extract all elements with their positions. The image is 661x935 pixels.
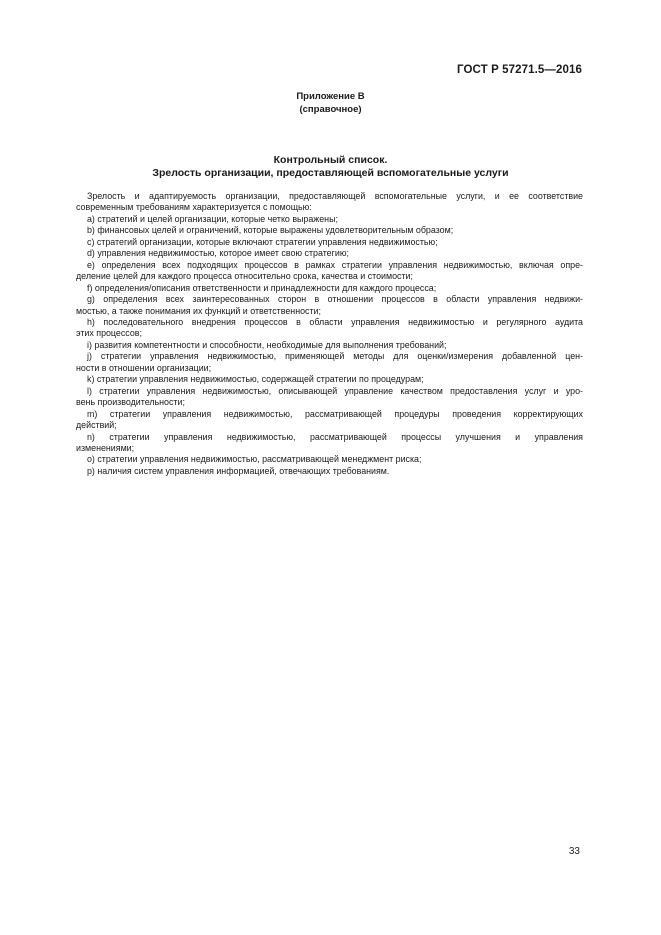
body-line: j) стратегии управления недвижимостью, применяющей методы для оценки/измерения добавленной цен-: [87, 351, 583, 362]
body-line: деление целей для каждого процесса относительно срока, качества и стоимости;: [76, 271, 413, 282]
body-line: f) определения/описания ответственности и принадлежности для каждого процесса;: [87, 282, 437, 293]
body-line: Зрелость и адаптируемость организации, предоставляющей вспомогательные услуги, и ее соответствие: [87, 191, 583, 201]
section-title-line-1: Контрольный список.: [273, 154, 388, 166]
page-number: 33: [568, 846, 580, 857]
body-line: вень производительности;: [76, 397, 185, 408]
body-line: o) стратегии управления недвижимостью, рассматривающей менеджмент риска;: [87, 454, 422, 465]
standard-code: ГОСТ Р 57271.5—2016: [457, 64, 582, 76]
body-text: [76, 191, 583, 477]
body-line: l) стратегии управления недвижимостью, описывающей управление качеством предоставления услуг и уро-: [87, 385, 583, 396]
body-line: g) определения всех заинтересованных сторон в отношении процессов в области управления недвижи-: [87, 294, 583, 305]
body-line: этих процессов;: [76, 328, 142, 339]
appendix-title: Приложение В: [296, 91, 365, 102]
body-line: e) определения всех подходящих процессов в рамках стратегии управления недвижимостью, включая опре-: [87, 259, 583, 270]
body-line: h) последовательного внедрения процессов в области управления недвижимостью и регулярного аудита: [87, 316, 583, 327]
body-line: a) стратегий и целей организации, которые четко выражены;: [87, 213, 338, 224]
body-line: k) стратегии управления недвижимостью, содержащей стратегии по процедурам;: [87, 374, 424, 385]
body-line: m) стратегии управления недвижимостью, рассматривающей процедуры проведения корректирующих: [87, 408, 583, 419]
body-line: c) стратегий организации, которые включают стратегии управления недвижимостью;: [87, 236, 438, 247]
section-title: [0, 154, 661, 180]
body-line: ности в отношении организации;: [76, 362, 212, 373]
body-line: изменениями;: [76, 442, 135, 453]
body-line: n) стратегии управления недвижимостью, рассматривающей процессы улучшения и управления: [87, 431, 583, 442]
body-line: d) управления недвижимостью, которое имеет свою стратегию;: [87, 248, 349, 259]
body-line: действий;: [76, 420, 117, 431]
appendix-heading: [0, 91, 661, 116]
section-title-line-2: Зрелость организации, предоставляющей вспомогательные услуги: [152, 167, 509, 179]
body-line: мостью, а также понимания их функций и ответственности;: [76, 305, 321, 316]
body-line: p) наличия систем управления информацией, отвечающих требованиям.: [87, 465, 390, 476]
appendix-type: (справочное): [299, 103, 362, 115]
body-line: b) финансовых целей и ограничений, которые выражены удовлетворительным образом;: [87, 225, 454, 236]
body-line: современным требованиям характеризуется с помощью:: [76, 202, 312, 213]
body-line: i) развития компетентности и способности, необходимые для выполнения требований;: [87, 339, 447, 350]
